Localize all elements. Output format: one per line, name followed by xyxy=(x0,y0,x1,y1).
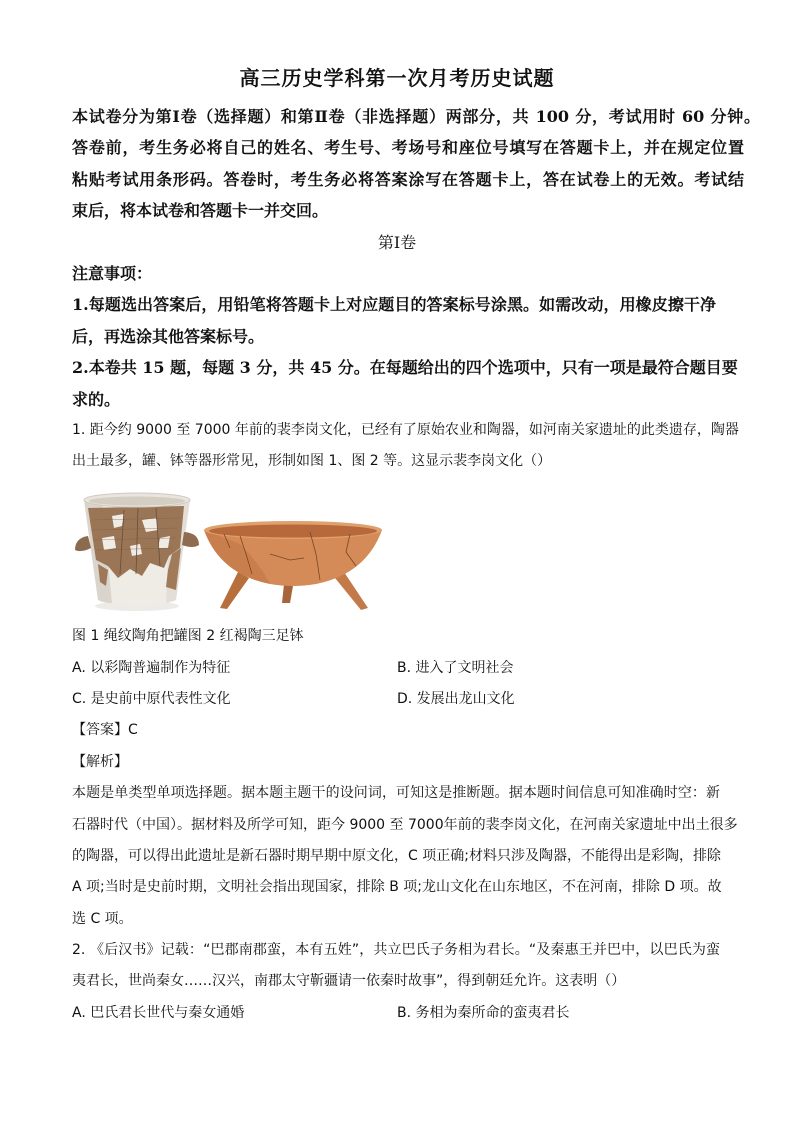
option-c: C. 是史前中原代表性文化 xyxy=(72,690,231,707)
notice-line: 后，再选涂其他答案标号。 xyxy=(72,326,265,346)
answer-value: C xyxy=(128,722,138,739)
option-a: A. 以彩陶普遍制作为特征 xyxy=(72,659,231,676)
analysis-line: 本题是单类型单项选择题。据本题主题干的设问词，可知这是推断题。据本题时间信息可知准确时空：新 xyxy=(72,785,720,802)
option-a: A. 巴氏君长世代与秦女通婚 xyxy=(72,1004,245,1021)
options-row xyxy=(72,684,762,715)
option-b: B. 务相为秦所命的蛮夷君长 xyxy=(397,1004,570,1021)
section-title: 第Ⅰ卷 xyxy=(377,232,417,252)
analysis-line: 石器时代（中国）。据材料及所学可知，距今 9000 至 7000年前的裴李岗文化，在河南关家遗址中出土很多 xyxy=(72,816,738,833)
question-stem-line: 2. 《后汉书》记载：“巴郡南郡蛮，本有五姓”，共立巴氏子务相为君长。“及秦惠王并巴中，以巴氏为蛮 xyxy=(72,942,720,959)
exam-title: 高三历史学科第一次月考历史试题 xyxy=(239,66,555,90)
intro-line: 束后，将本试卷和答题卡一并交回。 xyxy=(72,201,329,221)
question-1-figures xyxy=(72,478,762,622)
option-d: D. 发展出龙山文化 xyxy=(397,690,515,707)
analysis-line: 选 C 项。 xyxy=(72,910,133,927)
answer-line xyxy=(72,715,762,746)
notice-line: 求的。 xyxy=(72,389,121,409)
page-content xyxy=(72,62,762,1029)
tripod-bowl-image xyxy=(200,514,386,614)
notice-heading: 注意事项： xyxy=(72,263,153,283)
pottery-jar-image xyxy=(72,490,202,616)
answer-label: 【答案】 xyxy=(72,722,128,739)
intro-paragraph xyxy=(72,101,762,227)
options-row xyxy=(72,653,762,684)
question-1 xyxy=(72,415,762,935)
analysis-line: 的陶器，可以得出此遗址是新石器时期早期中原文化，C 项正确;材料只涉及陶器，不能得出是彩陶，排除 xyxy=(72,847,721,864)
question-stem-line: 出土最多，罐、钵等器形常见，形制如图 1、图 2 等。这显示裴李岗文化（） xyxy=(72,453,552,470)
option-b: B. 进入了文明社会 xyxy=(397,659,514,676)
notice-line: 1.每题选出答案后，用铅笔将答题卡上对应题目的答案标号涂黑。如需改动，用橡皮擦干净 xyxy=(72,295,716,315)
notice-block xyxy=(72,258,762,415)
options-row xyxy=(72,998,762,1029)
figure-caption: 图 1 绳纹陶角把罐图 2 红褐陶三足钵 xyxy=(72,628,304,645)
question-stem-line: 夷君长，世尚秦女……汉兴，南郡太守靳疆请一依秦时故事”，得到朝廷允许。这表明（） xyxy=(72,973,626,990)
question-2 xyxy=(72,935,762,1029)
intro-line: 本试卷分为第Ⅰ卷（选择题）和第Ⅱ卷（非选择题）两部分，共 100 分，考试用时 60 分钟。 xyxy=(72,107,760,126)
intro-line: 粘贴考试用条形码。答卷时，考生务必将答案涂写在答题卡上，答在试卷上的无效。考试结 xyxy=(72,169,744,189)
analysis-label: 【解析】 xyxy=(72,753,128,770)
intro-line: 答卷前，考生务必将自己的姓名、考生号、考场号和座位号填写在答题卡上，并在规定位置 xyxy=(72,138,744,158)
notice-line: 2.本卷共 15 题，每题 3 分，共 45 分。在每题给出的四个选项中，只有一项是最符合题目要 xyxy=(72,358,738,378)
analysis-line: A 项;当时是史前时期，文明社会指出现国家，排除 B 项;龙山文化在山东地区，不在河南，排除 D 项。故 xyxy=(72,879,722,896)
question-stem-line: 1. 距今约 9000 至 7000 年前的裴李岗文化，已经有了原始农业和陶器，如河南关家遗址的此类遗存，陶器 xyxy=(72,421,739,438)
